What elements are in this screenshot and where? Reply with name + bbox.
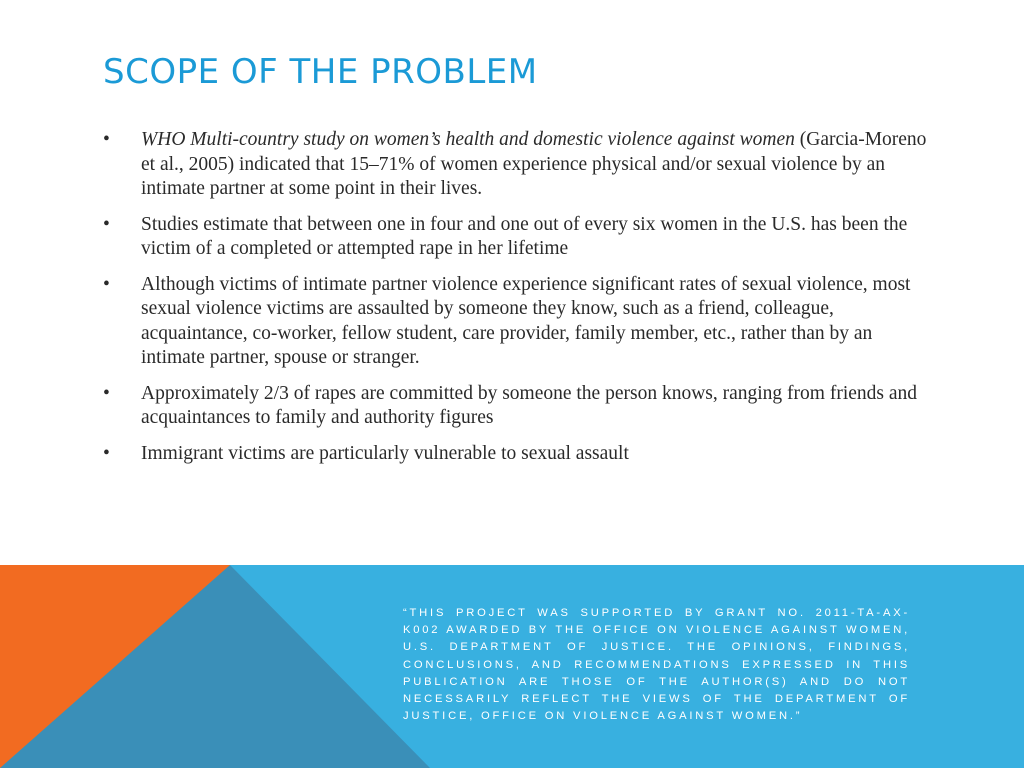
bullet-icon: • <box>103 382 110 404</box>
bullet-text: Immigrant victims are particularly vulnerable to sexual assault <box>141 442 629 464</box>
bullet-item <box>103 442 928 467</box>
study-citation: (Garcia-Moreno et al., 2005) indicated that 15–71% of women experience physical and/or sexual violence by an intimate partner at some point in their lives. <box>141 129 927 199</box>
study-title: WHO Multi-country study on women’s health and domestic violence against women <box>141 129 795 150</box>
bullet-icon: • <box>103 442 110 464</box>
bullet-item <box>103 273 928 371</box>
bullet-item <box>103 213 928 262</box>
bullet-list <box>103 128 928 477</box>
bullet-text: Studies estimate that between one in four and one out of every six women in the U.S. has been the victim of a completed or attempted rape in her lifetime <box>141 213 908 259</box>
footer-band <box>0 565 1024 768</box>
bullet-item <box>103 128 928 202</box>
grant-disclaimer: “THIS PROJECT WAS SUPPORTED BY GRANT NO. 2011-TA-AX-K002 AWARDED BY THE OFFICE ON VIOLENCE AGAINST WOMEN, U.S. DEPARTMENT OF JUSTICE. THE OPINIONS, FINDINGS, CONCLUSIONS, AND RECOMMENDATIONS EXPRESSED IN THIS PUBLICATION ARE THOSE OF THE AUTHOR(S) AND DO NOT NECESSARILY REFLECT THE VIEWS OF THE DEPARTMENT OF JUSTICE, OFFICE ON VIOLENCE AGAINST WOMEN.” <box>403 607 910 723</box>
bullet-icon: • <box>103 213 110 235</box>
bullet-text <box>141 129 926 199</box>
bullet-text: Although victims of intimate partner violence experience significant rates of sexual violence, most sexual violence victims are assaulted by someone they know, such as a friend, colleague, acquaintance, co-worker, fellow student, care provider, family member, etc., rather than by an intimate partner, spouse or stranger. <box>141 273 911 368</box>
bullet-icon: • <box>103 273 110 295</box>
bullet-text: Approximately 2/3 of rapes are committed by someone the person knows, ranging from friends and acquaintances to family and authority figures <box>141 382 918 428</box>
bullet-icon: • <box>103 129 110 150</box>
slide-title: SCOPE OF THE PROBLEM <box>103 52 538 92</box>
bullet-item <box>103 382 928 431</box>
